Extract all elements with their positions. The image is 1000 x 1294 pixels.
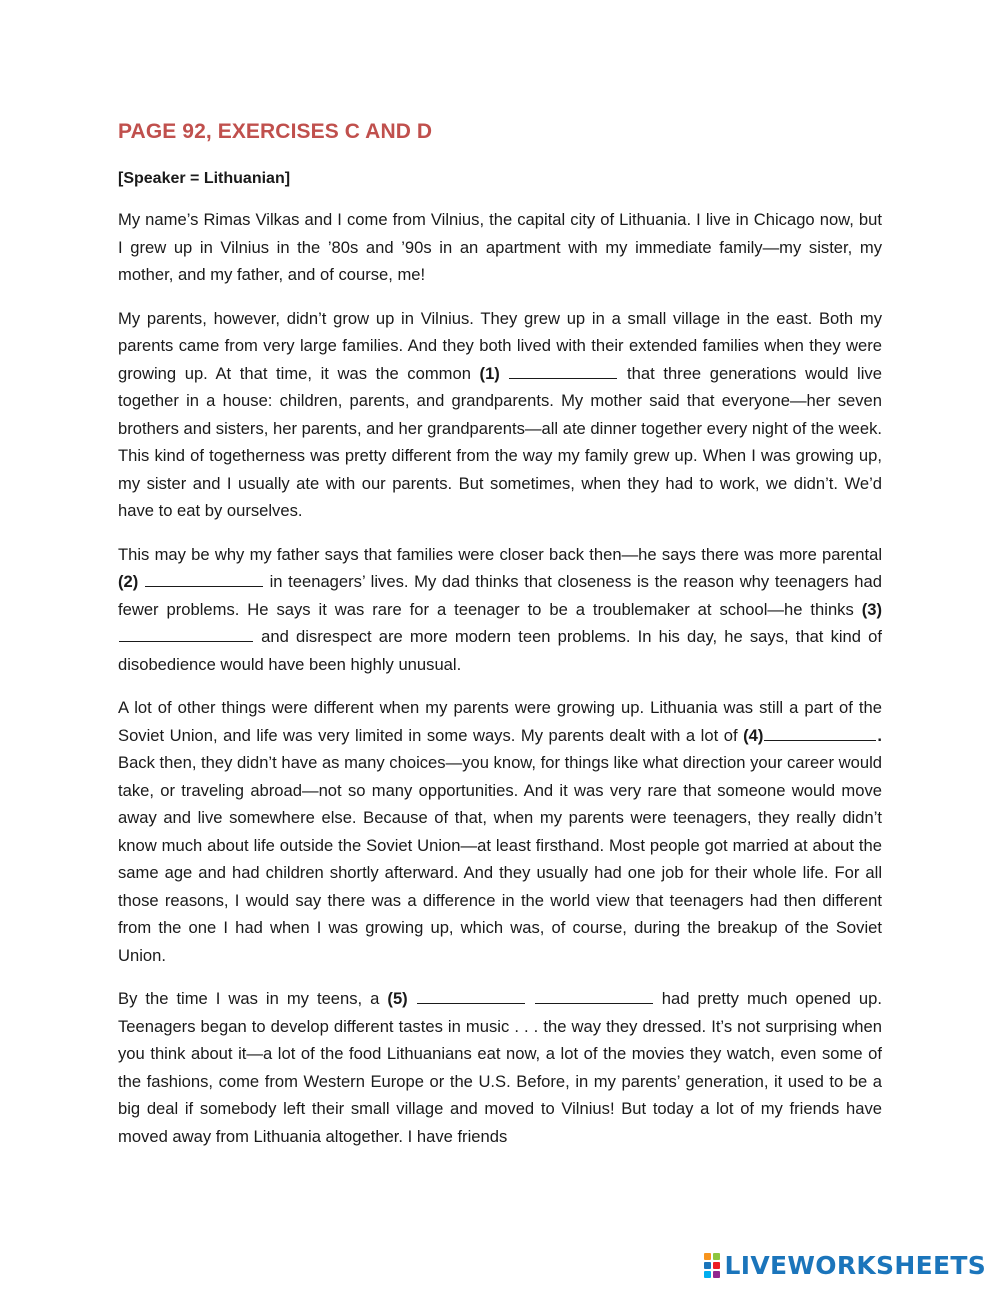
paragraph-1-text: My name’s Rimas Vilkas and I come from Vilnius, the capital city of Lithuania. I live in Chicago now, but I grew up in Vilnius in the ’80s and ’90s in an apartment with my immediate family—my sister, my mother, and my father, and of course, me! xyxy=(118,210,882,284)
liveworksheets-logo-icon xyxy=(704,1253,722,1279)
blank-1-number: (1) xyxy=(479,363,500,383)
blank-2-number: (2) xyxy=(118,572,139,591)
paragraph-2 xyxy=(118,305,882,525)
paragraph-1 xyxy=(118,206,882,289)
paragraph-4-text-a: A lot of other things were different when my parents were growing up. Lithuania was still a part of the Soviet Union, and life was very limited in some ways. My parents dealt with a lot of xyxy=(118,698,882,745)
blank-3-input[interactable] xyxy=(119,626,253,642)
paragraph-3 xyxy=(118,541,882,679)
blank-2-input[interactable] xyxy=(145,571,263,587)
paragraph-5-text-a: By the time I was in my teens, a xyxy=(118,989,380,1008)
blank-4-input[interactable] xyxy=(764,725,876,741)
blank-4-period: . xyxy=(877,725,882,745)
blank-5b-input[interactable] xyxy=(535,988,653,1004)
paragraph-2-text-b: that three generations would live together in a house: children, parents, and grandparents. My mother said that everyone—her seven brothers and sisters, her parents, and her grandparents—all ate dinner together every night of the week. This kind of togetherness was pretty different from the way my family grew up. When I was growing up, my sister and I usually ate with our parents. But sometimes, when they had to work, we didn’t. We’d have to eat by ourselves. xyxy=(118,363,882,520)
paragraph-4 xyxy=(118,694,882,969)
paragraph-5-text-b: had pretty much opened up. Teenagers began to develop different tastes in music . . . the way they dressed. It’s not surprising when you think about it—a lot of the food Lithuanians eat now, a lot of the movies they watch, even some of the fashions, come from Western Europe or the U.S. Before, in my parents’ generation, it used to be a big deal if somebody left their small village and moved to Vilnius! But today a lot of my friends have moved away from Lithuania altogether. I have friends xyxy=(118,989,882,1146)
blank-3-number: (3) xyxy=(861,599,882,619)
blank-5a-input[interactable] xyxy=(417,988,525,1004)
paragraph-3-text-b: in teenagers’ lives. My dad thinks that closeness is the reason why teenagers had fewer problems. He says it was rare for a teenager to be a troublemaker at school—he thinks xyxy=(118,572,882,619)
page-title: PAGE 92, EXERCISES C AND D xyxy=(118,120,433,143)
speaker-label: [Speaker = Lithuanian] xyxy=(118,170,291,187)
paragraph-2-text-a: My parents, however, didn’t grow up in Vilnius. They grew up in a small village in the east. Both my parents came from very large families. And they both lived with their extended families when they were growing up. At that time, it was the common xyxy=(118,308,882,383)
blank-5-number: (5) xyxy=(387,989,408,1008)
paragraph-4-text-b: Back then, they didn’t have as many choices—you know, for things like what direction your career would take, or traveling abroad—not so many opportunities. And it was very rare that someone would move away and live somewhere else. Because of that, when my parents were teenagers, they really didn’t know much about life outside the Soviet Union—at least firsthand. Most people got married at about the same age and had children shortly afterward. And they usually had one job for their whole life. For all those reasons, I would say there was a difference in the world view that teenagers had then different from the one I had when I was growing up, which was, of course, during the breakup of the Soviet Union. xyxy=(118,753,882,965)
blank-1-input[interactable] xyxy=(509,363,617,379)
paragraph-3-text-c: and disrespect are more modern teen problems. In his day, he says, that kind of disobedience would have been highly unusual. xyxy=(118,627,882,674)
blank-4-number: (4) xyxy=(743,725,764,745)
paragraph-3-text-a: This may be why my father says that families were closer back then—he says there was more parental xyxy=(118,544,882,564)
liveworksheets-logo-text: LIVEWORKSHEETS xyxy=(724,1251,986,1280)
liveworksheets-logo[interactable] xyxy=(704,1251,986,1280)
worksheet-page xyxy=(118,120,882,1166)
paragraph-5 xyxy=(118,985,882,1150)
